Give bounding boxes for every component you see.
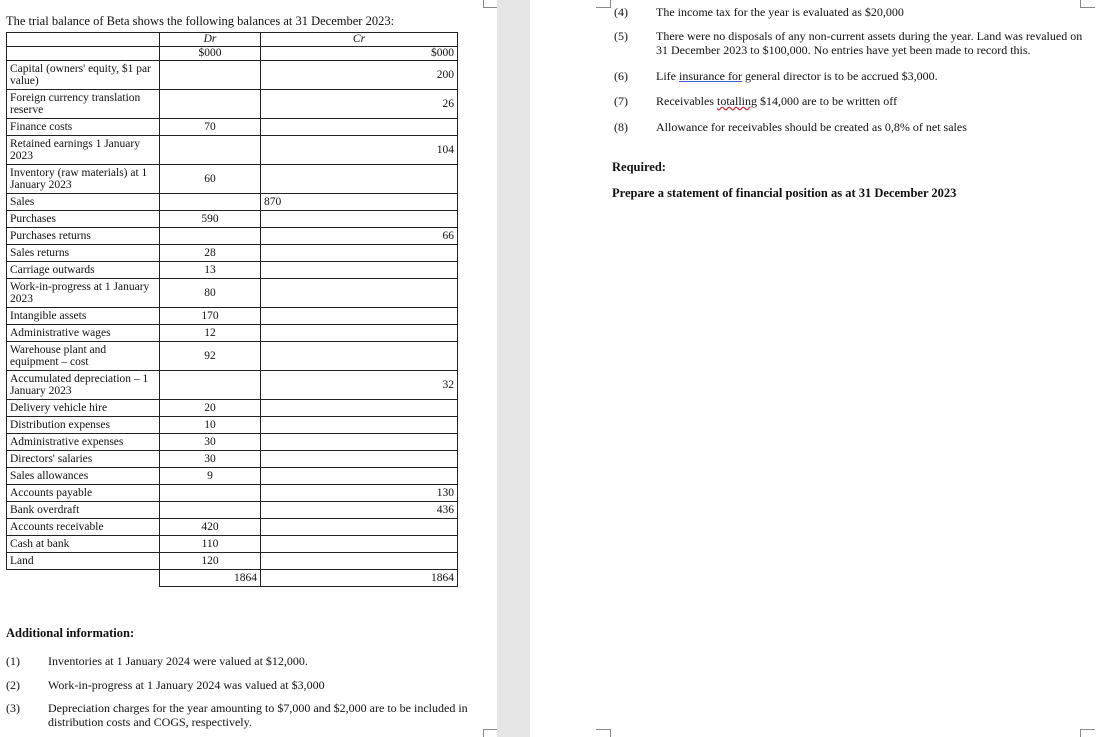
row-dr bbox=[160, 371, 261, 400]
row-cr bbox=[261, 262, 458, 279]
trial-balance-intro: The trial balance of Beta shows the following balances at 31 December 2023: bbox=[6, 14, 395, 28]
table-row bbox=[7, 434, 458, 451]
note-text-post: general director is to be accrued $3,000. bbox=[741, 69, 938, 83]
spellcheck-flagged-word[interactable]: totalling bbox=[716, 94, 757, 108]
row-cr bbox=[261, 342, 458, 371]
row-cr bbox=[261, 165, 458, 194]
table-row bbox=[7, 228, 458, 245]
note-text bbox=[656, 69, 1086, 83]
note-text: Work-in-progress at 1 January 2024 was valued at $3,000 bbox=[48, 678, 325, 692]
note-text bbox=[656, 94, 1086, 108]
table-units-row bbox=[7, 47, 458, 61]
table-row bbox=[7, 342, 458, 371]
table-row bbox=[7, 279, 458, 308]
row-dr: 12 bbox=[160, 325, 261, 342]
table-row bbox=[7, 553, 458, 570]
table-row bbox=[7, 485, 458, 502]
row-label: Accumulated depreciation – 1 January 2023 bbox=[7, 371, 160, 400]
page-corner-mark bbox=[596, 0, 611, 8]
row-cr bbox=[261, 519, 458, 536]
units-cr: $000 bbox=[261, 47, 458, 61]
table-row bbox=[7, 61, 458, 90]
row-label: Foreign currency translation reserve bbox=[7, 90, 160, 119]
row-label: Delivery vehicle hire bbox=[7, 400, 160, 417]
row-label: Capital (owners' equity, $1 par value) bbox=[7, 61, 160, 90]
table-row bbox=[7, 468, 458, 485]
row-label: Cash at bank bbox=[7, 536, 160, 553]
hyperlinked-text[interactable]: insurance for bbox=[679, 69, 742, 83]
row-label: Accounts receivable bbox=[7, 519, 160, 536]
row-label: Bank overdraft bbox=[7, 502, 160, 519]
note-number: (1) bbox=[6, 654, 20, 668]
row-label: Inventory (raw materials) at 1 January 2023 bbox=[7, 165, 160, 194]
row-dr: 170 bbox=[160, 308, 261, 325]
row-dr: 80 bbox=[160, 279, 261, 308]
row-label: Sales allowances bbox=[7, 468, 160, 485]
row-cr: 870 bbox=[261, 194, 458, 211]
note-item bbox=[614, 120, 1094, 134]
row-label: Sales returns bbox=[7, 245, 160, 262]
note-number: (3) bbox=[6, 701, 20, 715]
row-cr bbox=[261, 325, 458, 342]
table-row bbox=[7, 519, 458, 536]
table-row bbox=[7, 136, 458, 165]
row-cr bbox=[261, 553, 458, 570]
note-text-pre: Life bbox=[656, 69, 679, 83]
note-item bbox=[614, 69, 1094, 83]
row-label: Administrative expenses bbox=[7, 434, 160, 451]
row-dr: 20 bbox=[160, 400, 261, 417]
header-cr: Cr bbox=[261, 33, 458, 47]
row-dr: 110 bbox=[160, 536, 261, 553]
units-dr: $000 bbox=[160, 47, 261, 61]
row-label: Finance costs bbox=[7, 119, 160, 136]
table-row bbox=[7, 451, 458, 468]
row-label: Accounts payable bbox=[7, 485, 160, 502]
note-number: (2) bbox=[6, 678, 20, 692]
note-text: The income tax for the year is evaluated as $20,000 bbox=[656, 5, 904, 19]
row-cr bbox=[261, 400, 458, 417]
row-cr bbox=[261, 119, 458, 136]
row-dr: 92 bbox=[160, 342, 261, 371]
required-label: Required: bbox=[612, 160, 666, 174]
row-label: Intangible assets bbox=[7, 308, 160, 325]
row-dr: 9 bbox=[160, 468, 261, 485]
table-row bbox=[7, 211, 458, 228]
table-row bbox=[7, 262, 458, 279]
row-cr bbox=[261, 308, 458, 325]
row-dr: 13 bbox=[160, 262, 261, 279]
row-dr: 10 bbox=[160, 417, 261, 434]
table-row bbox=[7, 325, 458, 342]
table-row bbox=[7, 536, 458, 553]
row-label: Sales bbox=[7, 194, 160, 211]
note-text: Inventories at 1 January 2024 were valued at $12,000. bbox=[48, 654, 308, 668]
table-row bbox=[7, 194, 458, 211]
note-text-post: $14,000 are to be written off bbox=[756, 94, 898, 108]
row-cr: 66 bbox=[261, 228, 458, 245]
row-label: Land bbox=[7, 553, 160, 570]
note-text-pre: Receivables bbox=[656, 94, 717, 108]
row-cr: 104 bbox=[261, 136, 458, 165]
units-label-cell bbox=[7, 47, 160, 61]
row-cr: 32 bbox=[261, 371, 458, 400]
row-label: Carriage outwards bbox=[7, 262, 160, 279]
note-number: (5) bbox=[614, 29, 628, 43]
row-dr bbox=[160, 194, 261, 211]
row-dr: 60 bbox=[160, 165, 261, 194]
note-number: (4) bbox=[614, 5, 628, 19]
row-dr: 30 bbox=[160, 434, 261, 451]
row-label: Distribution expenses bbox=[7, 417, 160, 434]
note-text: There were no disposals of any non-current assets during the year. Land was revalued on 31 December 2023 to $100,000. No entries have yet been made to record this. bbox=[656, 29, 1083, 57]
row-cr bbox=[261, 245, 458, 262]
row-label: Work-in-progress at 1 January 2023 bbox=[7, 279, 160, 308]
row-label: Directors' salaries bbox=[7, 451, 160, 468]
additional-info-heading: Additional information: bbox=[6, 626, 135, 640]
row-dr: 28 bbox=[160, 245, 261, 262]
right-page bbox=[530, 0, 1104, 737]
table-row bbox=[7, 245, 458, 262]
note-number: (8) bbox=[614, 120, 628, 134]
table-row bbox=[7, 90, 458, 119]
table-row bbox=[7, 308, 458, 325]
row-dr: 120 bbox=[160, 553, 261, 570]
note-text: Depreciation charges for the year amounting to $7,000 and $2,000 are to be included in distribution costs and COGS, respectively. bbox=[48, 701, 468, 729]
note-item bbox=[614, 94, 1094, 108]
note-number: (7) bbox=[614, 94, 628, 108]
left-page bbox=[0, 0, 497, 737]
row-dr: 590 bbox=[160, 211, 261, 228]
row-dr bbox=[160, 485, 261, 502]
table-row bbox=[7, 119, 458, 136]
row-cr: 26 bbox=[261, 90, 458, 119]
total-dr: 1864 bbox=[160, 570, 261, 587]
table-header-row bbox=[7, 33, 458, 47]
row-dr bbox=[160, 136, 261, 165]
row-label: Retained earnings 1 January 2023 bbox=[7, 136, 160, 165]
row-dr: 30 bbox=[160, 451, 261, 468]
row-dr: 70 bbox=[160, 119, 261, 136]
page-corner-mark bbox=[1080, 729, 1095, 737]
table-row bbox=[7, 371, 458, 400]
note-number: (6) bbox=[614, 69, 628, 83]
total-cr: 1864 bbox=[261, 570, 458, 587]
note-item bbox=[614, 29, 1094, 59]
totals-label-cell bbox=[7, 570, 160, 587]
trial-balance-table bbox=[6, 32, 458, 587]
row-label: Administrative wages bbox=[7, 325, 160, 342]
row-dr bbox=[160, 228, 261, 245]
row-cr bbox=[261, 536, 458, 553]
row-cr bbox=[261, 279, 458, 308]
table-row bbox=[7, 502, 458, 519]
header-label-cell bbox=[7, 33, 160, 47]
row-cr bbox=[261, 417, 458, 434]
row-cr bbox=[261, 211, 458, 228]
row-dr bbox=[160, 61, 261, 90]
row-cr bbox=[261, 468, 458, 485]
note-item bbox=[6, 654, 486, 668]
note-item bbox=[6, 701, 486, 731]
page-corner-mark bbox=[596, 729, 611, 737]
row-label: Purchases bbox=[7, 211, 160, 228]
table-row bbox=[7, 165, 458, 194]
table-row bbox=[7, 417, 458, 434]
row-label: Purchases returns bbox=[7, 228, 160, 245]
table-row bbox=[7, 400, 458, 417]
row-cr: 130 bbox=[261, 485, 458, 502]
row-dr bbox=[160, 502, 261, 519]
row-dr: 420 bbox=[160, 519, 261, 536]
note-item bbox=[6, 678, 486, 692]
row-cr: 200 bbox=[261, 61, 458, 90]
note-text: Allowance for receivables should be created as 0,8% of net sales bbox=[656, 120, 967, 134]
row-cr: 436 bbox=[261, 502, 458, 519]
required-task: Prepare a statement of financial position as at 31 December 2023 bbox=[612, 186, 957, 200]
row-cr bbox=[261, 434, 458, 451]
row-dr bbox=[160, 90, 261, 119]
page-corner-mark bbox=[483, 0, 497, 8]
row-cr bbox=[261, 451, 458, 468]
note-item bbox=[614, 5, 1094, 19]
header-dr: Dr bbox=[160, 33, 261, 47]
table-totals-row bbox=[7, 570, 458, 587]
row-label: Warehouse plant and equipment – cost bbox=[7, 342, 160, 371]
